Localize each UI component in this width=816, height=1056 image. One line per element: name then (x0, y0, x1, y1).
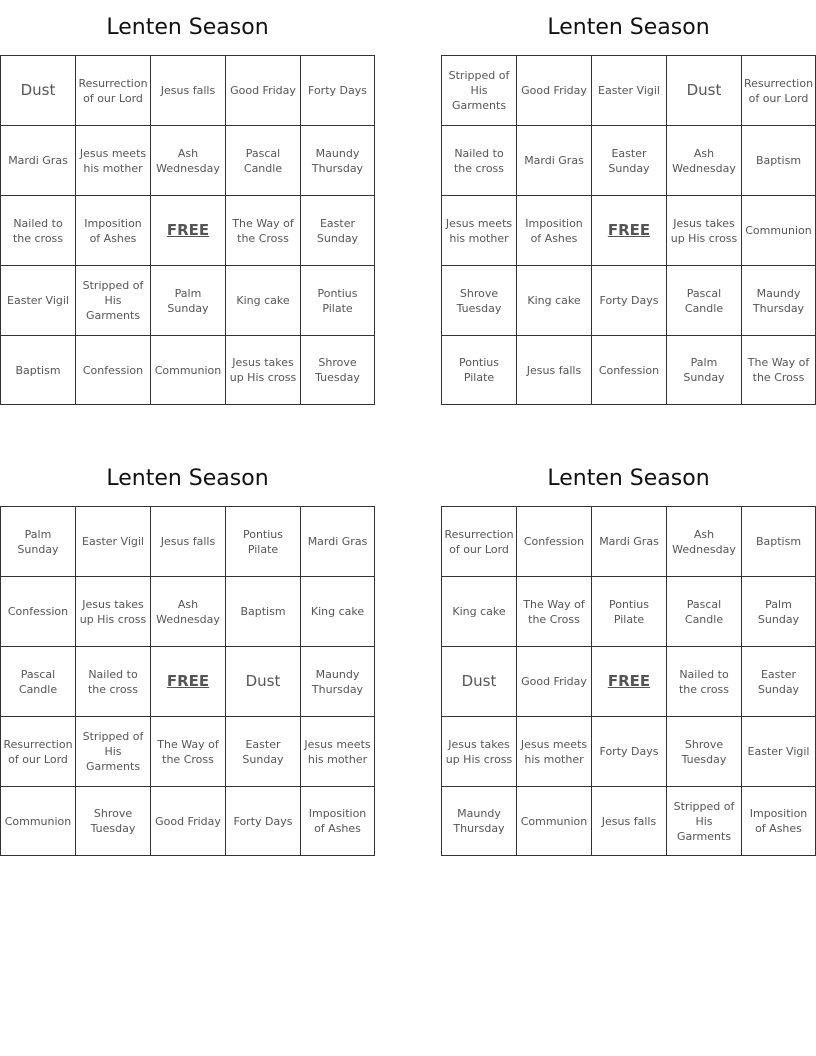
bingo-cell: Shrove Tuesday (666, 716, 741, 786)
bingo-cell: Communion (741, 195, 816, 265)
bingo-grid (0, 506, 375, 856)
bingo-cell: Maundy Thursday (741, 265, 816, 335)
bingo-grid (441, 55, 816, 405)
bingo-grid (0, 55, 375, 405)
bingo-cell: Resurrection of our Lord (75, 55, 150, 125)
bingo-cell: Easter Vigil (0, 265, 75, 335)
bingo-cell: Imposition of Ashes (741, 786, 816, 856)
bingo-cell: Dust (441, 646, 516, 716)
bingo-cell: Resurrection of our Lord (741, 55, 816, 125)
bingo-cell: Jesus takes up His cross (75, 576, 150, 646)
bingo-cell: Communion (516, 786, 591, 856)
bingo-cell: Pascal Candle (225, 125, 300, 195)
bingo-cell: Imposition of Ashes (300, 786, 375, 856)
bingo-cell: Jesus falls (516, 335, 591, 405)
bingo-cell: Palm Sunday (741, 576, 816, 646)
bingo-cell: King cake (300, 576, 375, 646)
bingo-cell: Easter Vigil (741, 716, 816, 786)
bingo-cell: Imposition of Ashes (75, 195, 150, 265)
bingo-cell: Mardi Gras (516, 125, 591, 195)
bingo-cell: Maundy Thursday (300, 646, 375, 716)
bingo-cell: Confession (75, 335, 150, 405)
bingo-cell: Jesus meets his mother (300, 716, 375, 786)
bingo-cell: Shrove Tuesday (75, 786, 150, 856)
bingo-cell: Mardi Gras (300, 506, 375, 576)
bingo-cell: King cake (225, 265, 300, 335)
bingo-cell: Communion (0, 786, 75, 856)
bingo-cell: Ash Wednesday (666, 125, 741, 195)
bingo-cell: Palm Sunday (0, 506, 75, 576)
bingo-cell: Resurrection of our Lord (441, 506, 516, 576)
bingo-cell: Jesus meets his mother (75, 125, 150, 195)
bingo-cell: Resurrection of our Lord (0, 716, 75, 786)
bingo-cell: The Way of the Cross (150, 716, 225, 786)
bingo-cell: Shrove Tuesday (441, 265, 516, 335)
bingo-cell: Mardi Gras (0, 125, 75, 195)
card-title: Lenten Season (547, 15, 710, 40)
bingo-cell: Ash Wednesday (150, 576, 225, 646)
bingo-cell: Baptism (225, 576, 300, 646)
bingo-cell: Pontius Pilate (225, 506, 300, 576)
bingo-cell: Forty Days (300, 55, 375, 125)
bingo-cell: Dust (225, 646, 300, 716)
bingo-cell: Easter Sunday (741, 646, 816, 716)
bingo-cell: Pontius Pilate (441, 335, 516, 405)
bingo-cell: Jesus takes up His cross (441, 716, 516, 786)
free-space: FREE (591, 646, 666, 716)
bingo-cell: Easter Vigil (591, 55, 666, 125)
bingo-cell: Nailed to the cross (441, 125, 516, 195)
bingo-cell: The Way of the Cross (225, 195, 300, 265)
bingo-cell: Ash Wednesday (150, 125, 225, 195)
bingo-cell: Easter Sunday (225, 716, 300, 786)
bingo-cell: Communion (150, 335, 225, 405)
bingo-cell: Baptism (741, 125, 816, 195)
bingo-cell: Palm Sunday (150, 265, 225, 335)
bingo-cell: Jesus takes up His cross (225, 335, 300, 405)
bingo-cell: Forty Days (591, 716, 666, 786)
bingo-cell: Jesus meets his mother (516, 716, 591, 786)
bingo-cell: Pontius Pilate (591, 576, 666, 646)
bingo-cell: Palm Sunday (666, 335, 741, 405)
bingo-cell: Baptism (0, 335, 75, 405)
bingo-card-2 (441, 0, 816, 405)
bingo-cell: Stripped of His Garments (666, 786, 741, 856)
bingo-card-4 (441, 451, 816, 856)
bingo-cell: Confession (591, 335, 666, 405)
bingo-cell: Stripped of His Garments (75, 716, 150, 786)
bingo-cell: King cake (441, 576, 516, 646)
bingo-cell: Confession (516, 506, 591, 576)
bingo-cell: Pascal Candle (666, 265, 741, 335)
bingo-cell: Jesus falls (150, 55, 225, 125)
bingo-cell: Ash Wednesday (666, 506, 741, 576)
bingo-cell: Good Friday (516, 646, 591, 716)
bingo-cell: Maundy Thursday (441, 786, 516, 856)
bingo-cell: Good Friday (516, 55, 591, 125)
bingo-cell: Baptism (741, 506, 816, 576)
bingo-cell: Pascal Candle (0, 646, 75, 716)
card-title: Lenten Season (106, 466, 269, 491)
bingo-grid (441, 506, 816, 856)
card-title: Lenten Season (547, 466, 710, 491)
bingo-cell: Dust (0, 55, 75, 125)
bingo-cell: Good Friday (150, 786, 225, 856)
bingo-cell: Easter Sunday (300, 195, 375, 265)
bingo-cell: Easter Vigil (75, 506, 150, 576)
bingo-cell: Forty Days (225, 786, 300, 856)
free-space: FREE (591, 195, 666, 265)
bingo-cell: Imposition of Ashes (516, 195, 591, 265)
bingo-cell: Nailed to the cross (75, 646, 150, 716)
bingo-cell: Easter Sunday (591, 125, 666, 195)
bingo-cell: Pascal Candle (666, 576, 741, 646)
bingo-cell: Dust (666, 55, 741, 125)
bingo-cell: Stripped of His Garments (441, 55, 516, 125)
bingo-cell: Stripped of His Garments (75, 265, 150, 335)
bingo-cell: Jesus falls (150, 506, 225, 576)
free-space: FREE (150, 195, 225, 265)
bingo-card-3 (0, 451, 375, 856)
bingo-cell: Jesus falls (591, 786, 666, 856)
bingo-cell: Forty Days (591, 265, 666, 335)
bingo-cell: Good Friday (225, 55, 300, 125)
bingo-cell: Pontius Pilate (300, 265, 375, 335)
bingo-cell: Confession (0, 576, 75, 646)
bingo-cell: Shrove Tuesday (300, 335, 375, 405)
bingo-cell: Nailed to the cross (666, 646, 741, 716)
bingo-cell: Nailed to the cross (0, 195, 75, 265)
bingo-cell: King cake (516, 265, 591, 335)
bingo-cell: The Way of the Cross (741, 335, 816, 405)
bingo-cell: Maundy Thursday (300, 125, 375, 195)
card-title: Lenten Season (106, 15, 269, 40)
bingo-cell: The Way of the Cross (516, 576, 591, 646)
bingo-cell: Jesus meets his mother (441, 195, 516, 265)
bingo-cell: Jesus takes up His cross (666, 195, 741, 265)
bingo-cell: Mardi Gras (591, 506, 666, 576)
bingo-card-1 (0, 0, 375, 405)
free-space: FREE (150, 646, 225, 716)
